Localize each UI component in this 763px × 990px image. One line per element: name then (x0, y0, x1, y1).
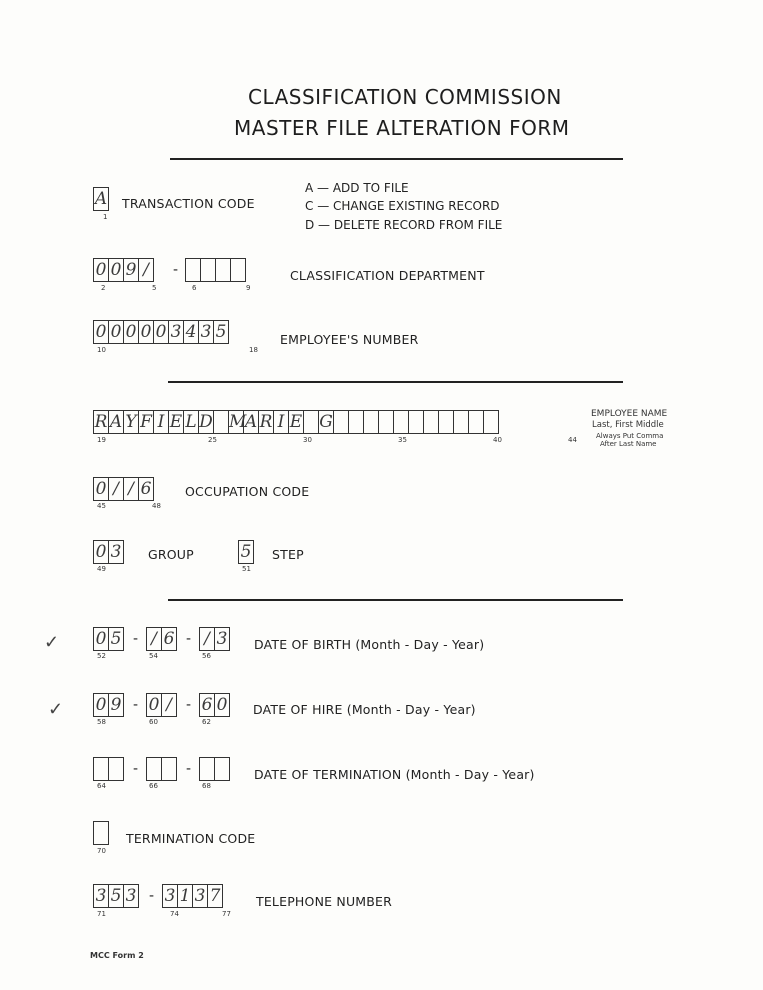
termination-code-field[interactable] (93, 821, 108, 845)
position-number: 45 (97, 502, 106, 510)
position-number: 54 (149, 652, 158, 660)
char-box[interactable]: 7 (207, 884, 223, 908)
char-box[interactable] (93, 821, 109, 845)
char-box[interactable]: A (109, 412, 123, 432)
separator-dash: - (149, 888, 155, 904)
position-number: 51 (242, 565, 251, 573)
char-box[interactable]: 0 (146, 693, 162, 717)
char-box[interactable] (468, 410, 484, 434)
char-box[interactable]: / (146, 627, 162, 651)
position-number: 52 (97, 652, 106, 660)
char-box[interactable]: 0 (108, 258, 124, 282)
separator-dash: - (133, 631, 139, 647)
occupation-code-field[interactable] (93, 477, 153, 501)
hire-month-field[interactable] (93, 693, 123, 717)
form-id: MCC Form 2 (90, 951, 144, 960)
transaction-option-change: C — CHANGE EXISTING RECORD (305, 199, 500, 213)
position-number: 44 (568, 436, 577, 444)
char-box[interactable] (108, 757, 124, 781)
department-label: CLASSIFICATION DEPARTMENT (290, 268, 485, 283)
step-label: STEP (272, 547, 304, 562)
separator-dash: - (133, 697, 139, 713)
termination-year-field[interactable] (199, 757, 229, 781)
char-box[interactable]: / (123, 477, 139, 501)
char-box[interactable]: 0 (153, 320, 169, 344)
position-number: 49 (97, 565, 106, 573)
dob-year-field[interactable] (199, 627, 229, 651)
checkmark-icon: ✓ (48, 699, 64, 720)
char-box[interactable]: 0 (214, 693, 230, 717)
char-box[interactable]: 3 (162, 884, 178, 908)
form-title-line2: MASTER FILE ALTERATION FORM (234, 116, 570, 140)
char-box[interactable] (199, 757, 215, 781)
termination-code-label: TERMINATION CODE (126, 831, 256, 846)
char-box[interactable] (423, 410, 439, 434)
position-number: 58 (97, 718, 106, 726)
group-label: GROUP (148, 547, 194, 562)
char-box[interactable] (363, 410, 379, 434)
char-box[interactable]: 0 (93, 477, 109, 501)
char-box[interactable] (215, 258, 231, 282)
employee-number-field[interactable] (93, 320, 228, 344)
termination-month-field[interactable] (93, 757, 123, 781)
char-box[interactable] (438, 410, 454, 434)
position-number: 71 (97, 910, 106, 918)
position-number: 40 (493, 436, 502, 444)
char-box[interactable]: Y (123, 410, 139, 434)
divider (168, 599, 623, 601)
separator-dash: - (173, 262, 179, 278)
employee-name-label: EMPLOYEE NAME (591, 409, 668, 419)
phone-line-field[interactable] (162, 884, 222, 908)
divider (170, 158, 623, 160)
char-box[interactable]: 9 (123, 258, 139, 282)
position-number: 68 (202, 782, 211, 790)
employee-number-label: EMPLOYEE'S NUMBER (280, 332, 419, 347)
position-number: 5 (152, 284, 157, 292)
char-box[interactable]: I (153, 410, 169, 434)
employee-name-format: Last, First Middle (592, 420, 664, 430)
char-box[interactable]: 5 (108, 627, 124, 651)
dob-label: DATE OF BIRTH (Month - Day - Year) (254, 637, 485, 652)
transaction-code-field[interactable] (93, 187, 108, 211)
char-box[interactable]: 6 (161, 627, 177, 651)
employee-name-note-1: Always Put Comma (596, 432, 664, 440)
char-box[interactable]: D (199, 412, 213, 432)
group-field[interactable] (93, 540, 123, 564)
transaction-option-delete: D — DELETE RECORD FROM FILE (305, 218, 503, 232)
char-box[interactable]: E (169, 412, 183, 432)
char-box[interactable]: A (244, 412, 258, 432)
char-box[interactable]: 0 (93, 540, 109, 564)
char-box[interactable] (185, 258, 201, 282)
position-number: 10 (97, 346, 106, 354)
char-box[interactable]: 0 (108, 320, 124, 344)
char-box[interactable]: E (289, 412, 303, 432)
char-box[interactable]: / (138, 258, 154, 282)
char-box[interactable] (408, 410, 424, 434)
position-number: 48 (152, 502, 161, 510)
position-number: 30 (303, 436, 312, 444)
char-box[interactable]: L (183, 410, 199, 434)
char-box[interactable]: I (273, 410, 289, 434)
char-box[interactable]: M (229, 412, 247, 432)
dob-month-field[interactable] (93, 627, 123, 651)
termination-day-field[interactable] (146, 757, 176, 781)
position-number: 2 (101, 284, 106, 292)
char-box[interactable]: / (199, 627, 215, 651)
position-number: 62 (202, 718, 211, 726)
char-box[interactable]: 3 (192, 884, 208, 908)
char-box[interactable]: 6 (199, 693, 215, 717)
char-box[interactable] (393, 410, 409, 434)
char-box[interactable]: 1 (177, 884, 193, 908)
char-box[interactable] (483, 410, 499, 434)
position-number: 25 (208, 436, 217, 444)
employee-name-note-2: After Last Name (600, 440, 657, 448)
char-box[interactable]: 4 (183, 320, 199, 344)
position-number: 35 (398, 436, 407, 444)
employee-name-field[interactable] (93, 410, 498, 434)
char-box[interactable]: 3 (168, 320, 184, 344)
position-number: 77 (222, 910, 231, 918)
char-box[interactable] (230, 258, 246, 282)
char-box[interactable]: 0 (138, 320, 154, 344)
char-box[interactable]: 3 (93, 884, 109, 908)
char-box[interactable]: 0 (93, 627, 109, 651)
char-box[interactable]: 0 (93, 320, 109, 344)
char-box[interactable]: 0 (93, 693, 109, 717)
char-box[interactable]: / (161, 693, 177, 717)
char-box[interactable]: 5 (108, 884, 124, 908)
char-box[interactable]: / (108, 477, 124, 501)
char-box[interactable]: 3 (123, 884, 139, 908)
position-number: 66 (149, 782, 158, 790)
transaction-option-add: A — ADD TO FILE (305, 181, 409, 195)
char-box[interactable] (213, 410, 229, 434)
position-number: 9 (246, 284, 251, 292)
hire-year-field[interactable] (199, 693, 229, 717)
checkmark-icon: ✓ (44, 632, 60, 653)
position-number: 60 (149, 718, 158, 726)
position-number: 64 (97, 782, 106, 790)
form-title-line1: CLASSIFICATION COMMISSION (248, 85, 562, 109)
char-box[interactable] (333, 410, 349, 434)
dob-day-field[interactable] (146, 627, 176, 651)
char-box[interactable]: 3 (214, 627, 230, 651)
char-box[interactable]: R (94, 412, 108, 432)
char-box[interactable]: R (259, 412, 273, 432)
char-box[interactable] (200, 258, 216, 282)
position-number: 18 (249, 346, 258, 354)
position-number: 6 (192, 284, 197, 292)
separator-dash: - (186, 631, 192, 647)
department-field-part2[interactable] (185, 258, 245, 282)
hire-day-field[interactable] (146, 693, 176, 717)
position-number: 56 (202, 652, 211, 660)
hire-label: DATE OF HIRE (Month - Day - Year) (253, 702, 476, 717)
char-box[interactable] (303, 410, 319, 434)
department-field-part1[interactable] (93, 258, 153, 282)
position-number: 1 (103, 213, 108, 221)
separator-dash: - (186, 761, 192, 777)
position-number: 74 (170, 910, 179, 918)
char-box[interactable] (378, 410, 394, 434)
char-box[interactable]: 9 (108, 693, 124, 717)
char-box[interactable]: G (319, 412, 333, 432)
termination-label: DATE OF TERMINATION (Month - Day - Year) (254, 767, 535, 782)
separator-dash: - (186, 697, 192, 713)
char-box[interactable] (214, 757, 230, 781)
position-number: 70 (97, 847, 106, 855)
phone-label: TELEPHONE NUMBER (256, 894, 393, 909)
char-box[interactable]: A (94, 189, 108, 209)
char-box[interactable]: 5 (213, 320, 229, 344)
char-box[interactable]: F (138, 410, 154, 434)
char-box[interactable]: 0 (93, 258, 109, 282)
char-box[interactable] (348, 410, 364, 434)
char-box[interactable] (93, 757, 109, 781)
divider (168, 381, 623, 383)
char-box[interactable] (146, 757, 162, 781)
char-box[interactable]: 3 (198, 320, 214, 344)
char-box[interactable]: 6 (138, 477, 154, 501)
separator-dash: - (133, 761, 139, 777)
phone-prefix-field[interactable] (93, 884, 138, 908)
char-box[interactable] (453, 410, 469, 434)
char-box[interactable]: 3 (108, 540, 124, 564)
occupation-code-label: OCCUPATION CODE (185, 484, 310, 499)
char-box[interactable]: 5 (238, 540, 254, 564)
transaction-code-label: TRANSACTION CODE (122, 196, 255, 211)
char-box[interactable]: 0 (123, 320, 139, 344)
position-number: 19 (97, 436, 106, 444)
char-box[interactable] (161, 757, 177, 781)
step-field[interactable] (238, 540, 253, 564)
